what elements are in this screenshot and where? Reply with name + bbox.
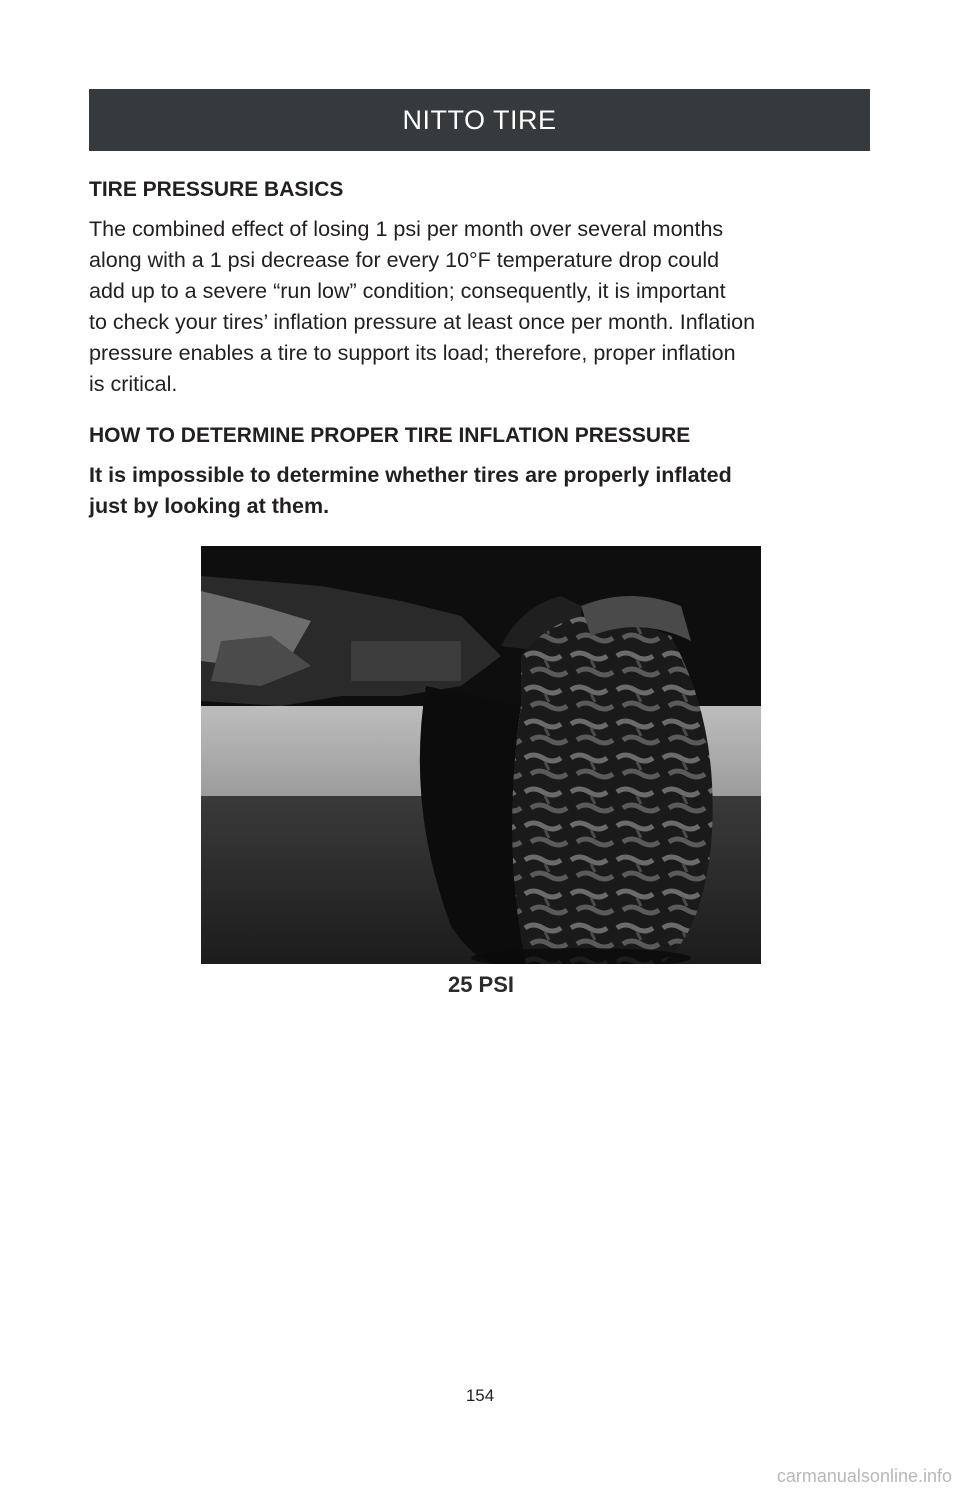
tire-photo bbox=[201, 546, 761, 964]
paragraph-line: just by looking at them. bbox=[89, 494, 330, 518]
tire-photo-illustration bbox=[201, 546, 761, 964]
paragraph-line: is critical. bbox=[89, 372, 178, 396]
page-number: 154 bbox=[465, 1386, 495, 1405]
main-content bbox=[89, 176, 879, 522]
paragraph-line: to check your tires’ inflation pressure at least once per month. Inflation bbox=[89, 310, 756, 334]
paragraph-tire-pressure-basics bbox=[89, 214, 861, 400]
section-heading-inflation-pressure: HOW TO DETERMINE PROPER TIRE INFLATION PRESSURE bbox=[89, 424, 691, 447]
watermark: carmanualsonline.info bbox=[776, 1466, 952, 1486]
paragraph-line: add up to a severe “run low” condition; consequently, it is important bbox=[89, 279, 726, 303]
paragraph-line: along with a 1 psi decrease for every 10°F temperature drop could bbox=[89, 248, 720, 272]
header-bar bbox=[89, 89, 870, 151]
paragraph-line: pressure enables a tire to support its load; therefore, proper inflation bbox=[89, 341, 736, 365]
section-heading-tire-pressure-basics: TIRE PRESSURE BASICS bbox=[89, 178, 344, 201]
paragraph-line: The combined effect of losing 1 psi per month over several months bbox=[89, 217, 724, 241]
paragraph-line: It is impossible to determine whether tires are properly inflated bbox=[89, 463, 732, 487]
figure-caption: 25 PSI bbox=[447, 972, 515, 997]
page-header-title: NITTO TIRE bbox=[402, 104, 557, 135]
bold-paragraph-inflation bbox=[89, 460, 861, 522]
